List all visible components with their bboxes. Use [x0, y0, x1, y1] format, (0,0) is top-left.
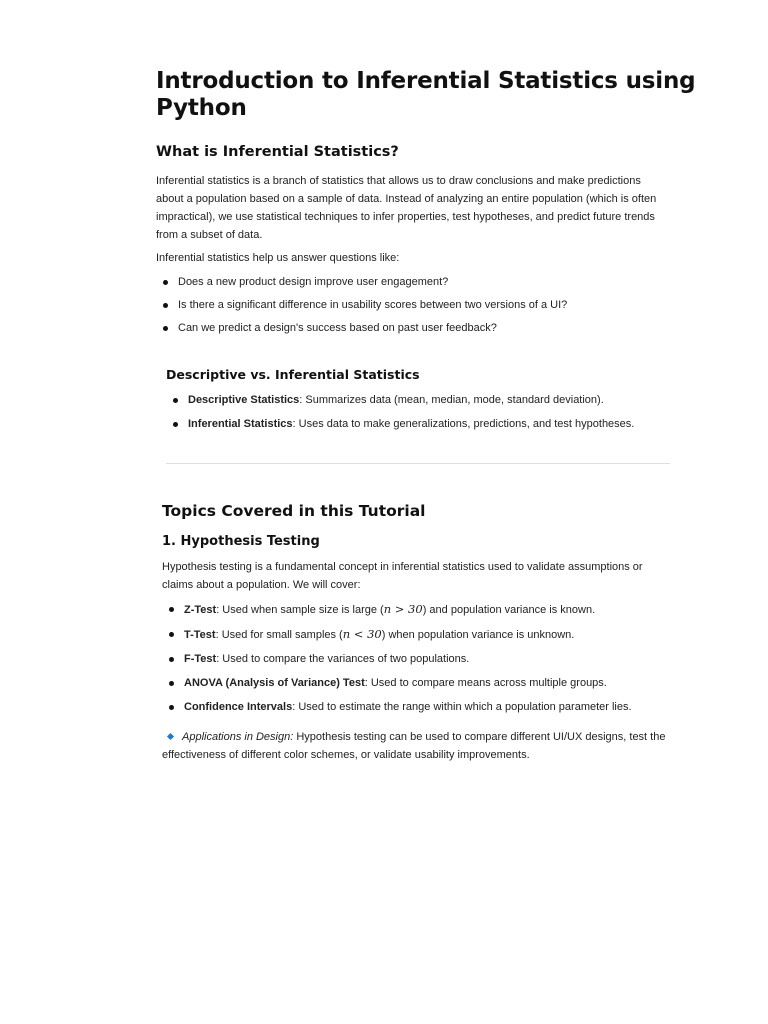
hypothesis-intro: Hypothesis testing is a fundamental concept in inferential statistics used to validate assumptions or claims about a population. We will cover: — [162, 561, 643, 591]
term-label: Z-Test — [184, 604, 217, 616]
applications-text: Hypothesis testing can be used to compare different UI/UX designs, test the effectiveness of different color schemes, or validate usability improvements. — [162, 731, 666, 761]
term-description: : Used when sample size is large ( — [216, 604, 384, 616]
term-description: : Uses data to make generalizations, predictions, and test hypotheses. — [292, 418, 635, 430]
question-text: Is there a significant difference in usability scores between two versions of a UI? — [178, 299, 568, 311]
section-divider — [166, 463, 670, 464]
term-description: : Used to compare means across multiple groups. — [364, 677, 607, 689]
bullet-icon — [173, 398, 178, 403]
bullet-icon — [173, 422, 178, 427]
applications-note — [162, 728, 674, 764]
applications-label: Applications in Design: — [182, 731, 294, 743]
bullet-icon — [169, 657, 174, 662]
term-description: : Used to estimate the range within which a population parameter lies. — [292, 701, 632, 713]
bullet-icon — [169, 681, 174, 686]
question-text: Can we predict a design's success based on past user feedback? — [178, 322, 497, 334]
bullet-icon — [163, 280, 168, 285]
section-heading-descriptive-vs-inferential: Descriptive vs. Inferential Statistics — [166, 367, 420, 382]
intro-paragraph: Inferential statistics is a branch of statistics that allows us to draw conclusions and make predictions about a population based on a sample of data. Instead of analyzing an entire population (which is often impractical), we use statistical techniques to infer properties, test hypotheses, and predict future trends from a subset of data. — [156, 175, 657, 241]
bullet-icon — [169, 632, 174, 637]
list-item — [178, 297, 567, 313]
term-description: : Summarizes data (mean, median, mode, standard deviation). — [299, 394, 604, 406]
list-item — [184, 651, 632, 667]
bullet-icon — [169, 705, 174, 710]
list-item — [178, 274, 567, 290]
term-description: : Used to compare the variances of two populations. — [216, 653, 470, 665]
math-expression: n > 30 — [383, 602, 423, 616]
list-item — [184, 601, 632, 618]
math-expression: n < 30 — [342, 627, 382, 641]
questions-list — [178, 274, 567, 343]
blue-diamond-icon — [167, 733, 174, 740]
term-label: F-Test — [184, 653, 217, 665]
bullet-icon — [163, 303, 168, 308]
term-label: ANOVA (Analysis of Variance) Test — [184, 677, 365, 689]
bullet-icon — [163, 326, 168, 331]
list-item — [184, 626, 632, 643]
topics-list — [184, 601, 632, 723]
term-label: Inferential Statistics — [188, 418, 293, 430]
list-item — [184, 675, 632, 691]
section-heading-what-is: What is Inferential Statistics? — [156, 144, 399, 160]
term-description-tail: ) when population variance is unknown. — [381, 629, 575, 641]
descriptive-list — [188, 392, 634, 440]
bullet-icon — [169, 607, 174, 612]
term-description: : Used for small samples ( — [215, 629, 343, 641]
list-item — [178, 320, 567, 336]
page-title: Introduction to Inferential Statistics using Python — [156, 68, 696, 121]
term-description-tail: ) and population variance is known. — [422, 604, 596, 616]
list-item — [188, 416, 634, 432]
section-heading-topics: Topics Covered in this Tutorial — [162, 502, 426, 520]
term-label: Confidence Intervals — [184, 701, 293, 713]
questions-lead: Inferential statistics help us answer questions like: — [156, 252, 400, 264]
list-item — [188, 392, 634, 408]
term-label: T-Test — [184, 629, 216, 641]
question-text: Does a new product design improve user engagement? — [178, 276, 449, 288]
subsection-heading-hypothesis-testing: 1. Hypothesis Testing — [162, 534, 320, 549]
list-item — [184, 699, 632, 715]
term-label: Descriptive Statistics — [188, 394, 300, 406]
